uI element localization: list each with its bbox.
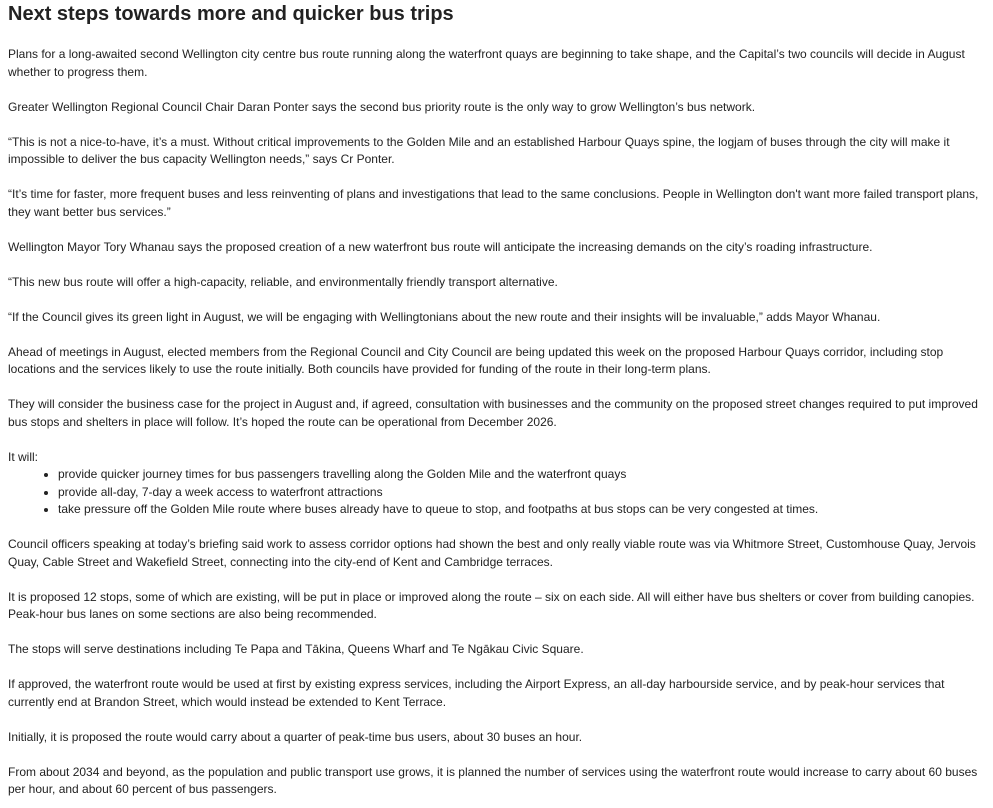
paragraph: “If the Council gives its green light in August, we will be engaging with Wellingtonians about the new route and their insights will be invaluable,” adds Mayor Whanau.	[8, 309, 881, 324]
paragraph: It is proposed 12 stops, some of which are existing, will be put in place or improved along the route – six on each side. All will either have bus shelters or cover from building canopies. Peak-hour bus lanes on some sections are also being recommended.	[8, 589, 975, 621]
paragraph: “This is not a nice-to-have, it’s a must. Without critical improvements to the Golden Mile and an established Harbour Quays spine, the logjam of buses through the city will make it impossible to deliver the bus capacity Wellington needs,” says Cr Ponter.	[8, 134, 950, 166]
list-item: • provide all-day, 7-day a week access to waterfront attractions	[58, 484, 982, 502]
paragraph: They will consider the business case for the project in August and, if agreed, consultation with businesses and the community on the proposed street changes required to put improved bus stops and shelters in place will follow. It’s hoped the route can be operational from December 2026.	[8, 397, 978, 429]
paragraph: “This new bus route will offer a high-capacity, reliable, and environmentally friendly transport alternative.	[8, 274, 558, 289]
article-title: Next steps towards more and quicker bus trips	[8, 3, 454, 25]
paragraph: From about 2034 and beyond, as the population and public transport use grows, it is planned the number of services using the waterfront route would increase to carry about 60 buses per hour, and about 60 percent of bus passengers.	[8, 764, 978, 796]
paragraph: Greater Wellington Regional Council Chair Daran Ponter says the second bus priority route is the only way to grow Wellington’s bus network.	[8, 99, 756, 114]
paragraph: Ahead of meetings in August, elected members from the Regional Council and City Council are being updated this week on the proposed Harbour Quays corridor, including stop locations and the services likely to use the route initially. Both councils have provided for funding of the route in their long-term plans.	[8, 344, 944, 376]
paragraph: The stops will serve destinations including Te Papa and Tākina, Queens Wharf and Te Ngākau Civic Square.	[8, 642, 584, 656]
paragraph: If approved, the waterfront route would be used at first by existing express services, including the Airport Express, an all-day harbourside service, and by peak-hour services that currently end at Brandon Street, which would instead be extended to Kent Terrace.	[8, 677, 945, 709]
paragraph: Plans for a long-awaited second Wellington city centre bus route running along the waterfront quays are beginning to take shape, and the Capital’s two councils will decide in August whether to progress them.	[8, 47, 965, 79]
list-item: • take pressure off the Golden Mile route where buses already have to queue to stop, and footpaths at bus stops can be very congested at times.	[58, 501, 982, 519]
benefits-list	[8, 466, 982, 519]
list-item: • provide quicker journey times for bus passengers travelling along the Golden Mile and the waterfront quays	[58, 466, 982, 484]
paragraph: Council officers speaking at today’s briefing said work to assess corridor options had shown the best and only really viable route was via Whitmore Street, Customhouse Quay, Jervois Quay, Cable Street and Wakefield Street, connecting into the city-end of Kent and Cambridge terraces.	[8, 537, 976, 569]
paragraph: Wellington Mayor Tory Whanau says the proposed creation of a new waterfront bus route will anticipate the increasing demands on the city’s roading infrastructure.	[8, 239, 873, 254]
paragraph: “It’s time for faster, more frequent buses and less reinventing of plans and investigations that lead to the same conclusions. People in Wellington don't want more failed transport plans, they want better bus services.”	[8, 187, 979, 219]
list-intro: It will:	[8, 449, 38, 464]
paragraph: Initially, it is proposed the route would carry about a quarter of peak-time bus users, about 30 buses an hour.	[8, 729, 583, 744]
